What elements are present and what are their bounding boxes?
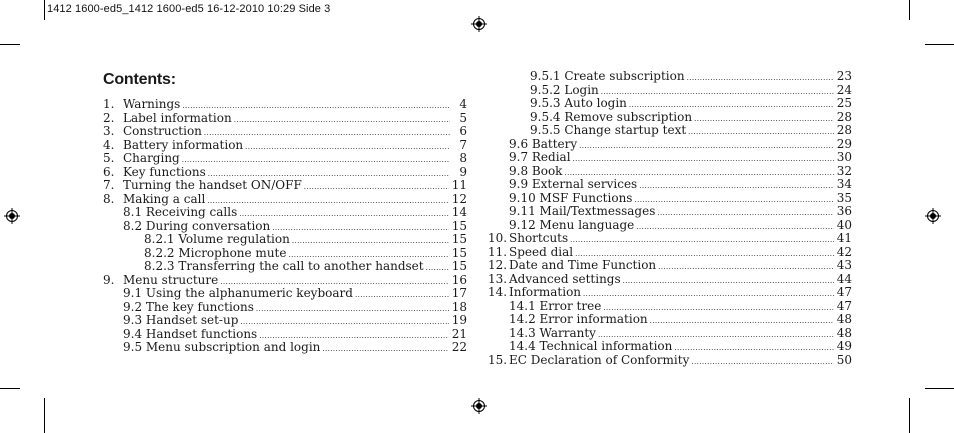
toc-entry-label: Information [509,285,582,299]
toc-entry[interactable] [103,301,467,315]
dot-leader [623,275,834,289]
toc-entry-page: 35 [836,190,852,205]
toc-entry-number: 13. [488,271,508,286]
toc-entry-label: 8.2.2 Microphone mute [144,245,287,260]
toc-entry-label: Warnings [123,97,181,111]
toc-entry-page: 28 [836,109,852,124]
toc-entry-page: 34 [836,177,852,191]
toc-entry-label: 9.1 Using the alphanumeric keyboard [123,286,353,300]
toc-entry-label: 9.5.5 Change startup text [530,123,687,137]
crop-mark [925,44,954,45]
toc-entry[interactable] [488,232,852,246]
toc-entry[interactable] [103,112,467,126]
print-slug: 1412 1600-ed5_1412 1600-ed5 16-12-2010 10:29 Side 3 [47,3,331,15]
toc-entry-label: 9.5.3 Auto login [530,96,627,110]
toc-entry[interactable] [103,260,467,274]
toc-entry-number: 8. [103,191,115,206]
toc-entry[interactable] [103,247,467,261]
dot-leader [688,126,834,140]
toc-entry-page: 25 [836,96,852,110]
toc-entry-label: EC Declaration of Conformity [509,352,690,367]
toc-entry-page: 41 [836,231,852,245]
toc-entry[interactable] [103,166,467,180]
registration-mark-icon [4,208,20,224]
toc-entry-page: 42 [836,244,852,259]
toc-entry[interactable] [103,125,467,139]
dot-leader [570,234,834,248]
toc-entry-number: 4. [103,137,115,152]
toc-entry-label: 9.5.1 Create subscription [530,69,685,83]
dot-leader [650,315,834,329]
toc-entry-page: 22 [451,340,467,354]
toc-entry-page: 47 [836,285,852,299]
dot-leader [304,181,449,195]
dot-leader [182,154,450,168]
toc-entry-label: 8.2.3 Transferring the call to another handset [144,259,424,273]
toc-entry-page: 48 [836,312,852,326]
toc-entry-number: 7. [103,178,115,192]
toc-entry-label: Battery information [123,137,244,152]
toc-entry-label: 9.10 MSF Functions [509,190,633,205]
toc-entry-number: 11. [488,244,508,259]
dot-leader [322,343,448,357]
toc-entry-page: 40 [836,217,852,232]
toc-entry-page: 15 [451,259,467,273]
toc-entry-page: 12 [451,191,467,206]
toc-entry-number: 9. [103,272,115,287]
toc-entry-label: 14.4 Technical information [509,339,673,353]
toc-entry[interactable] [103,152,467,166]
toc-entry[interactable] [103,314,467,328]
toc-entry-number: 5. [103,151,115,165]
dot-leader [355,289,449,303]
toc-entry-label: 9.9 External services [509,177,638,191]
contents-title: Contents: [103,71,176,88]
registration-mark-icon [925,208,941,224]
toc-entry-label: 9.3 Handset set-up [123,313,239,327]
registration-mark-icon [471,398,487,414]
toc-entry[interactable] [103,274,467,288]
toc-entry[interactable] [488,138,852,152]
toc-entry-label: Turning the handset ON/OFF [123,178,302,192]
toc-entry[interactable] [488,354,852,368]
toc-entry[interactable] [488,313,852,327]
dot-leader [579,140,834,154]
dot-leader [426,262,449,276]
toc-entry-page: 19 [451,313,467,327]
toc-entry[interactable] [488,273,852,287]
toc-entry-label: 8.2 During conversation [123,218,271,233]
dot-leader [573,153,834,167]
toc-entry[interactable] [488,178,852,192]
toc-entry-page: 49 [836,339,852,353]
toc-entry[interactable] [488,70,852,84]
toc-entry[interactable] [488,205,852,219]
toc-entry-page: 30 [836,150,852,164]
toc-entry[interactable] [103,139,467,153]
toc-entry-number: 1. [103,97,115,111]
toc-entry-page: 18 [451,299,467,314]
toc-entry-label: 14.3 Warranty [509,325,596,340]
crop-mark [0,44,20,45]
crop-mark [44,0,45,20]
toc-entry-page: 23 [836,69,852,83]
dot-leader [658,261,834,275]
toc-entry-page: 5 [459,110,467,125]
toc-entry-label: Advanced settings [509,271,621,286]
toc-entry-label: 9.11 Mail/Textmessages [509,204,656,218]
toc-entry[interactable] [488,84,852,98]
dot-leader [256,303,449,317]
toc-entry[interactable] [488,286,852,300]
toc-entry-page: 7 [459,137,467,152]
toc-entry[interactable] [488,124,852,138]
toc-entry-label: Charging [123,151,180,165]
dot-leader [240,316,448,330]
toc-entry[interactable] [488,192,852,206]
toc-entry-page: 24 [836,82,852,97]
toc-entry-label: 8.2.1 Volume regulation [144,232,290,246]
toc-entry-page: 47 [836,298,852,313]
dot-leader [687,72,834,86]
dot-leader [272,222,448,236]
crop-mark [44,398,45,433]
crop-mark [0,388,20,389]
dot-leader [694,113,834,127]
toc-entry-label: 9.5 Menu subscription and login [123,340,321,354]
toc-entry-page: 50 [836,352,852,367]
dot-leader [674,342,833,356]
toc-entry-number: 14. [488,285,508,299]
toc-entry-label: 14.2 Error information [509,312,648,326]
registration-mark-icon [471,16,487,32]
toc-entry-label: 9.6 Battery [509,136,578,151]
toc-entry-page: 4 [459,97,467,111]
toc-entry[interactable] [103,233,467,247]
toc-entry-label: Key functions [123,164,206,179]
toc-entry[interactable] [103,328,467,342]
toc-entry-label: Construction [123,124,202,138]
toc-entry-page: 9 [459,164,467,179]
crop-mark [909,0,910,20]
dot-leader [292,235,449,249]
toc-left-column [103,98,467,355]
toc-entry-page: 21 [451,326,467,341]
toc-right-column [488,70,852,367]
toc-entry-page: 36 [836,204,852,218]
toc-entry-page: 32 [836,163,852,178]
toc-entry[interactable] [103,206,467,220]
toc-entry[interactable] [488,327,852,341]
dot-leader [634,194,833,208]
toc-entry[interactable] [488,151,852,165]
toc-entry[interactable] [103,287,467,301]
toc-entry-page: 28 [836,123,852,137]
toc-entry-page: 6 [459,124,467,138]
toc-entry-number: 10. [488,231,508,245]
toc-entry-label: Menu structure [123,272,219,287]
crop-mark [925,388,954,389]
toc-entry[interactable] [103,179,467,193]
toc-entry-page: 43 [836,258,852,272]
toc-entry-label: Speed dial [509,244,574,259]
dot-leader [636,221,833,235]
toc-entry-label: Label information [123,110,232,125]
toc-entry-label: 9.4 Handset functions [123,326,258,341]
toc-entry[interactable] [488,340,852,354]
toc-entry-label: 9.8 Book [509,163,563,178]
toc-entry-page: 17 [451,286,467,300]
toc-entry-label: Shortcuts [509,231,569,245]
toc-entry-page: 15 [451,218,467,233]
dot-leader [639,180,834,194]
dot-leader [601,86,834,100]
dot-leader [234,114,450,128]
toc-entry-page: 15 [451,245,467,260]
toc-entry[interactable] [488,165,852,179]
toc-entry[interactable] [103,220,467,234]
toc-entry-page: 15 [451,232,467,246]
toc-entry-label: 9.5.2 Login [530,82,599,97]
toc-entry-label: Date and Time Function [509,258,657,272]
toc-entry-label: 9.7 Redial [509,150,571,164]
toc-entry-number: 15. [488,352,508,367]
toc-entry-label: 14.1 Error tree [509,298,602,313]
toc-entry-label: Making a call [123,191,206,206]
toc-entry[interactable] [103,98,467,112]
dot-leader [657,207,833,221]
toc-entry-page: 16 [451,272,467,287]
toc-entry-label: 9.5.4 Remove subscription [530,109,693,124]
toc-entry[interactable] [488,300,852,314]
dot-leader [583,288,834,302]
toc-entry-label: 9.2 The key functions [123,299,254,314]
toc-entry-page: 11 [451,178,467,192]
toc-entry-page: 44 [836,271,852,286]
toc-entry-label: 8.1 Receiving calls [123,205,238,219]
toc-entry-page: 29 [836,136,852,151]
toc-entry-page: 8 [459,151,467,165]
toc-entry-number: 6. [103,164,115,179]
toc-entry[interactable] [488,97,852,111]
toc-entry[interactable] [488,219,852,233]
toc-entry[interactable] [488,246,852,260]
toc-entry[interactable] [103,341,467,355]
dot-leader [207,195,448,209]
dot-leader [691,356,833,370]
toc-entry[interactable] [488,111,852,125]
toc-entry-number: 3. [103,124,115,138]
toc-entry-number: 2. [103,110,115,125]
dot-leader [245,141,450,155]
toc-entry-number: 12. [488,258,508,272]
toc-entry-label: 9.12 Menu language [509,217,635,232]
toc-entry[interactable] [488,259,852,273]
dot-leader [239,208,448,222]
crop-mark [909,398,910,433]
toc-entry-page: 14 [451,205,467,219]
toc-entry-page: 48 [836,325,852,340]
toc-entry[interactable] [103,193,467,207]
